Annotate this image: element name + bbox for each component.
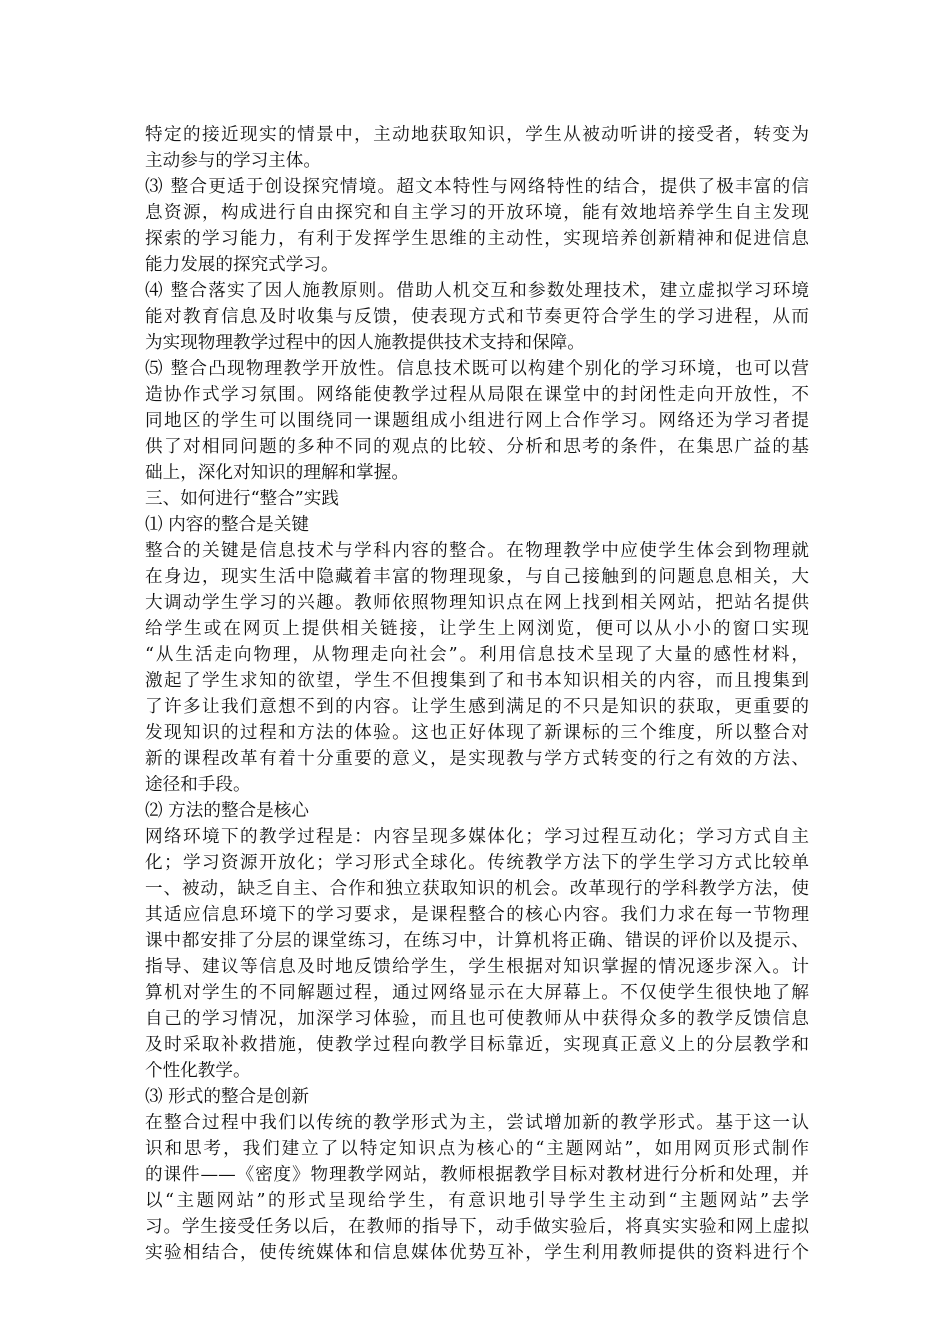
text-line: 以“主题网站”的形式呈现给学生，有意识地引导学生主动到“主题网站”去学 [145, 1191, 809, 1211]
text-line: 指导、建议等信息及时地反馈给学生，学生根据对知识掌握的情况逐步深入。计 [145, 957, 809, 977]
text-line: 一、被动，缺乏自主、合作和独立获取知识的机会。改革现行的学科教学方法，使 [145, 879, 809, 899]
text-line: 探索的学习能力，有利于发挥学生思维的主动性，实现培养创新精神和促进信息 [145, 229, 809, 249]
text-line: ⑶ 形式的整合是创新 [145, 1087, 309, 1107]
text-line: 了许多让我们意想不到的内容。让学生感到满足的不只是知识的获取，更重要的 [145, 697, 809, 717]
text-line: 在身边，现实生活中隐藏着丰富的物理现象，与自己接触到的问题息息相关，大 [145, 567, 809, 587]
text-line: ⑷ 整合落实了因人施教原则。借助人机交互和参数处理技术，建立虚拟学习环境 [145, 281, 809, 301]
text-line: 整合的关键是信息技术与学科内容的整合。在物理教学中应使学生体会到物理就 [145, 541, 809, 561]
text-line: 给学生或在网页上提供相关链接，让学生上网浏览，便可以从小小的窗口实现 [145, 619, 809, 639]
text-line: ⑸ 整合凸现物理教学开放性。信息技术既可以构建个别化的学习环境，也可以营 [145, 359, 809, 379]
text-line: 新的课程改革有着十分重要的意义，是实现教与学方式转变的行之有效的方法、 [145, 749, 809, 769]
text-line: 特定的接近现实的情景中，主动地获取知识，学生从被动听讲的接受者，转变为 [145, 125, 809, 145]
text-line: 主动参与的学习主体。 [145, 151, 321, 171]
text-line: 大调动学生学习的兴趣。教师依照物理知识点在网上找到相关网站，把站名提供 [145, 593, 809, 613]
text-line: 发现知识的过程和方法的体验。这也正好体现了新课标的三个维度，所以整合对 [145, 723, 809, 743]
text-line: 网络环境下的教学过程是：内容呈现多媒体化；学习过程互动化；学习方式自主 [145, 827, 809, 847]
text-line: 习。学生接受任务以后，在教师的指导下，动手做实验后，将真实实验和网上虚拟 [145, 1217, 809, 1237]
text-line: 化；学习资源开放化；学习形式全球化。传统教学方法下的学生学习方式比较单 [145, 853, 809, 873]
text-line: 能对教育信息及时收集与反馈，使表现方式和节奏更符合学生的学习进程，从而 [145, 307, 809, 327]
text-line: 激起了学生求知的欲望，学生不但搜集到了和书本知识相关的内容，而且搜集到 [145, 671, 809, 691]
text-line: 途径和手段。 [145, 775, 251, 795]
text-line: 造协作式学习氛围。网络能使教学过程从局限在课堂中的封闭性走向开放性，不 [145, 385, 809, 405]
text-line: 为实现物理教学过程中的因人施教提供技术支持和保障。 [145, 333, 585, 353]
text-line: 实验相结合，使传统媒体和信息媒体优势互补，学生利用教师提供的资料进行个 [145, 1243, 809, 1263]
text-line: 课中都安排了分层的课堂练习，在练习中，计算机将正确、错误的评价以及提示、 [145, 931, 809, 951]
text-line: 在整合过程中我们以传统的教学形式为主，尝试增加新的教学形式。基于这一认 [145, 1113, 809, 1133]
text-line: 其适应信息环境下的学习要求，是课程整合的核心内容。我们力求在每一节物理 [145, 905, 809, 925]
text-line: 及时采取补救措施，使教学过程向教学目标靠近，实现真正意义上的分层教学和 [145, 1035, 809, 1055]
text-line: 息资源，构成进行自由探究和自主学习的开放环境，能有效地培养学生自主发现 [145, 203, 809, 223]
text-line: 自己的学习情况，加深学习体验，而且也可使教师从中获得众多的教学反馈信息 [145, 1009, 809, 1029]
text-line: 同地区的学生可以围绕同一课题组成小组进行网上合作学习。网络还为学习者提 [145, 411, 809, 431]
text-line: 的课件——《密度》物理教学网站，教师根据教学目标对教材进行分析和处理，并 [145, 1165, 809, 1185]
text-line: 础上，深化对知识的理解和掌握。 [145, 463, 409, 483]
text-line: ⑵ 方法的整合是核心 [145, 801, 309, 821]
text-line: 三、如何进行“整合”实践 [145, 489, 339, 509]
text-line: 能力发展的探究式学习。 [145, 255, 339, 275]
text-line: 识和思考，我们建立了以特定知识点为核心的“主题网站”，如用网页形式制作 [145, 1139, 809, 1159]
text-line: 个性化教学。 [145, 1061, 251, 1081]
text-line: “从生活走向物理，从物理走向社会”。利用信息技术呈现了大量的感性材料， [145, 645, 809, 665]
text-line: ⑶ 整合更适于创设探究情境。超文本特性与网络特性的结合，提供了极丰富的信 [145, 177, 809, 197]
document-body [145, 122, 809, 1266]
text-line: 供了对相同问题的多种不同的观点的比较、分析和思考的条件，在集思广益的基 [145, 437, 809, 457]
text-line: ⑴ 内容的整合是关键 [145, 515, 309, 535]
text-line: 算机对学生的不同解题过程，通过网络显示在大屏幕上。不仅使学生很快地了解 [145, 983, 809, 1003]
